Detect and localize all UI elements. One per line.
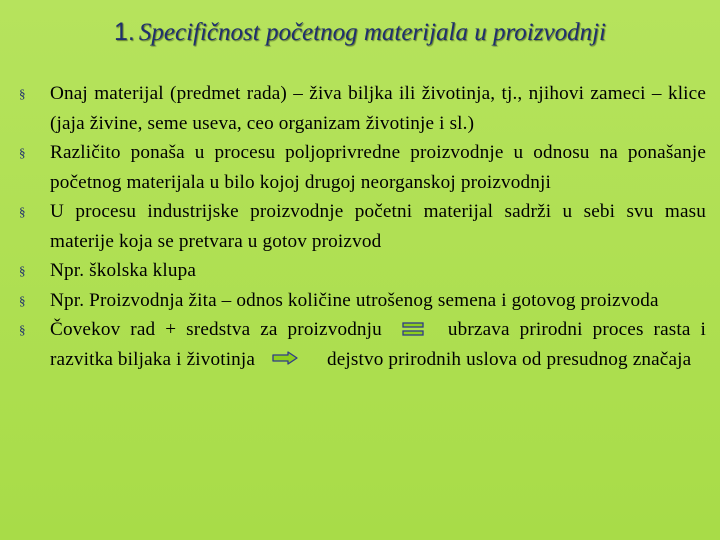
bullet-text: U procesu industrijske proizvodnje početni materijal sadrži u sebi svu masu materije koja se pretvara u gotov proizvod: [50, 201, 706, 252]
equals-icon: [402, 322, 424, 336]
title-text: Specifičnost početnog materijala u proizvodnji: [138, 19, 606, 46]
title-number: 1.: [114, 18, 135, 46]
section-sign-bullet-icon: [19, 286, 39, 316]
bullet-text: Onaj materijal (predmet rada) – živa biljka ili životinja, tj., njihovi zameci – klice (jaja živine, seme useva, ceo organizam životinje i sl.): [50, 83, 706, 134]
bullet-list: [18, 79, 706, 374]
section-sign-bullet-icon: [19, 197, 39, 227]
section-sign-bullet-icon: [19, 79, 39, 109]
bullet-item: [18, 286, 706, 316]
bullet-item: [18, 197, 706, 256]
bullet-item: [18, 256, 706, 286]
arrow-right-icon: [272, 351, 298, 365]
bullet-text-part1: Čovekov rad + sredstva za proizvodnju: [50, 319, 382, 340]
bullet-text: Različito ponaša u procesu poljoprivredne proizvodnje u odnosu na ponašanje početnog materijala u bilo kojoj drugoj neorganskoj proizvodnji: [50, 142, 706, 193]
bullet-item: [18, 315, 706, 374]
section-sign-bullet-icon: [19, 315, 39, 345]
bullet-text: Npr. Proizvodnja žita – odnos količine utrošenog semena i gotovog proizvoda: [50, 289, 659, 311]
bullet-text-part3: dejstvo prirodnih uslova od presudnog značaja: [326, 348, 692, 370]
bullet-item: [18, 79, 706, 138]
section-sign-bullet-icon: [19, 138, 39, 168]
bullet-text: Npr. školska klupa: [50, 260, 197, 281]
bullet-item: [18, 138, 706, 197]
slide-title: [0, 14, 720, 51]
bullet-text-part2: ubrzava prirodni proces rasta i razvitka biljaka i životinja: [50, 319, 706, 370]
section-sign-bullet-icon: [19, 256, 39, 286]
